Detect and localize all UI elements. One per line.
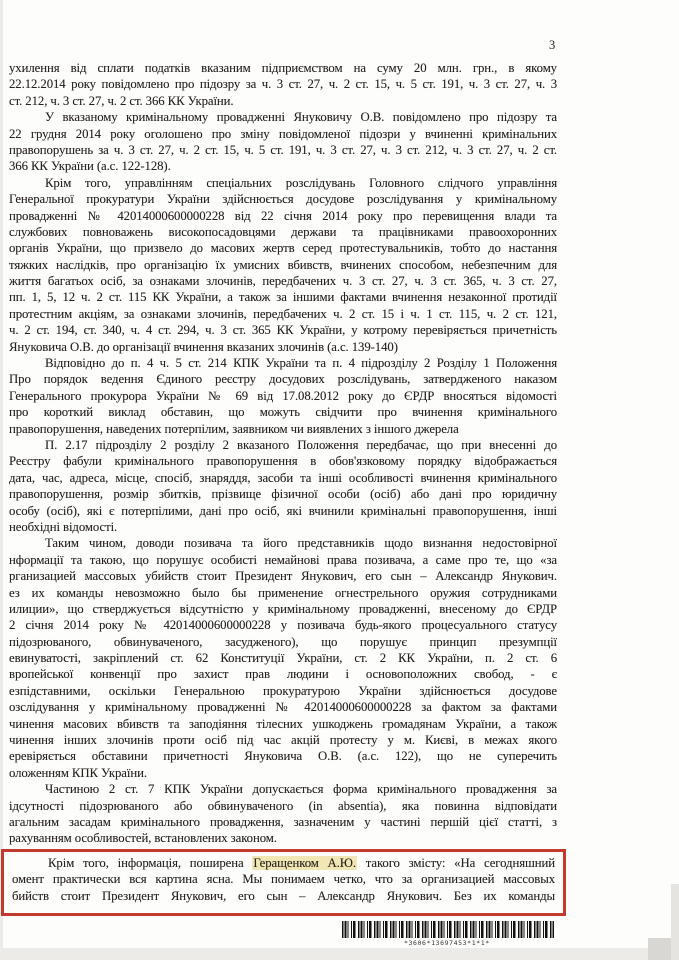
text-line: омент практически вся картина ясна. Мы понимаем четко, что за организацией массовых [12, 872, 555, 887]
text-line: Відповідно до п. 4 ч. 5 ст. 214 КПК України та п. 4 підрозділу 2 Розділу 1 Положення [45, 356, 557, 371]
text-line: агальним засадам кримінального провадження, зазначеним у частині першій цієї статті, з [9, 814, 557, 829]
page-number: 3 [549, 38, 556, 52]
text-line: нформації та такою, що порушує особисті немайнові права позивача, а саме про те, що «за [9, 552, 557, 567]
text-line: Крім того, інформація, поширена Геращенком А.Ю. такого змісту: «На сегодняшний [48, 855, 555, 870]
text-line: Таким чином, доводи позивача та його представників щодо визнання недостовірної [45, 536, 557, 551]
barcode-bars-icon [342, 921, 554, 938]
text-line: оложенням КПК України. [9, 765, 147, 780]
text-line: 366 КК України (а.с. 122-128). [9, 159, 171, 174]
text-line: протестним акціям, за ознаками злочинів, передбачених ч. 2 ст. 15 і ч. 1 ст. 115, ч. 2 ст. 121, [9, 306, 557, 321]
text-line: правопорушень за ч. 3 ст. 27, ч. 2 ст. 15, ч. 5 ст. 191, ч. 3 ст. 27, ч. 3 ст. 212, ч. 3 ст. 27, ч. 2 ст. [9, 142, 557, 157]
text-line: 2 січня 2014 року № 42014000600000228 у позивача будь-якого процесуального статусу [9, 618, 557, 633]
text-line: Януковича О.В. до організації вчинення вказаних злочинів (а.с. 139-140) [9, 339, 398, 354]
paragraph [9, 781, 557, 847]
text-line: Частиною 2 ст. 7 КПК України допускається форма кримінального провадження за [45, 782, 557, 797]
paragraph [9, 109, 557, 175]
text-line: органів України, що призвело до масових жертв серед протестувальників, тобто до настання [9, 241, 557, 256]
text-line: життя багатьох осіб, за ознаками злочинів, передбачених ч. 3 ст. 27, ч. 3 ст. 365, ч. 3 ст. 27, [9, 274, 557, 289]
text-line: П. 2.17 підрозділу 2 розділу 2 вказаного Положення передбачає, що при внесенні до [45, 437, 557, 452]
text-line: необхідні відомості. [9, 519, 118, 534]
text-line: рахуванням особливостей, встановлених законом. [9, 831, 277, 846]
text-line: правопорушення, розмір збитків, прізвище фізичної особи (осіб) або дані про юридичну [9, 487, 557, 502]
text-line: підозрюваного, обвинуваченого, засудженого), що порушує принцип презумпції [9, 634, 557, 649]
text-line: 22.12.2014 року повідомлено про підозру за ч. 3 ст. 27, ч. 2 ст. 15, ч. 5 ст. 191, ч. 3 ст. 27, ч. 3 [9, 77, 557, 92]
text-line: ез их команды невозможно было бы применение огнестрельного оружия сотрудниками [9, 585, 557, 600]
text-line: про короткий виклад обставин, що можуть свідчити про вчинення кримінального [9, 405, 557, 420]
paragraph [9, 437, 557, 535]
text-line: ідсутності підозрюваного або обвинуваченого (in absentia), яка повинна відповідати [9, 798, 557, 813]
text-line: дата, час, адреса, місце, спосіб, знаряддя, засоби та інші особливості вчинення кримінального [9, 470, 557, 485]
text-line: пп. 1, 5, 12 ч. 2 ст. 115 КК України, а також за іншими фактами вчинення незаконної протидії [9, 290, 557, 305]
paragraph [9, 355, 557, 437]
text-line: чинення інших злочинів проти осіб під час акцій протесту у м. Києві, в межах якого [9, 733, 557, 748]
red-annotation-box-paragraph [1, 849, 566, 916]
text-line: ст. 212, ч. 3 ст. 27, ч. 2 ст. 366 КК України. [9, 93, 234, 108]
text-line: 22 грудня 2014 року оголошено про зміну повідомленої підозри у вчиненні кримінальних [9, 126, 557, 141]
text-line: озслідування у кримінальному провадженні № 42014000600000228 за фактом за фактами [9, 700, 557, 715]
text-line: евинуватості, закріплений ст. 62 Конституції України, ст. 2 КК України, п. 2 ст. 6 [9, 651, 557, 666]
paragraph [9, 60, 557, 109]
paragraph [9, 175, 557, 355]
yellow-highlighted-name: Геращенком А.Ю. [253, 855, 356, 870]
text-line: езпідставними, оскільки Генеральною прокуратурою України здійснюється досудове [9, 683, 557, 698]
text-line: Реєстру фабули кримінального правопорушення в обов'язковому порядку відображається [9, 454, 557, 469]
text-line: провадженні № 42014000600000228 від 22 січня 2014 року про перевищення влади та [9, 208, 557, 223]
text-line: Генеральної прокуратури України здійснюється досудове розслідування у кримінальному [9, 192, 557, 207]
text-line: еревіряється обставини причетності Януковича О.В. (а.с. 122), що не суперечить [9, 749, 557, 764]
scan-edge-left [0, 0, 3, 960]
text-line: бийств стоит Президент Янукович, его сын – Александр Янукович. Без их команды [12, 888, 555, 903]
text-line: ч. 2 ст. 194, ст. 340, ч. 4 ст. 294, ч. 3 ст. 365 КК України, у котрому перевіряється причетність [9, 323, 557, 338]
scan-edge-right [671, 884, 679, 960]
text-line: ухилення від сплати податків вказаним підприємством на суму 20 млн. грн., в якому [9, 61, 557, 75]
text-line: Генерального прокурора України № 69 від 17.08.2012 року до ЄРДР вносяться відомості [9, 388, 557, 403]
barcode-text: *3606*13697453*1*1* [404, 939, 490, 947]
scan-edge-bottom [0, 948, 679, 960]
barcode [342, 921, 554, 947]
text-line: У вказаному кримінальному провадженні Януковичу О.В. повідомлено про підозру та [45, 110, 557, 125]
text-line: вропейської конвенції про захист прав людини і основоположних свобод, - є [9, 667, 557, 682]
text-line: илиции», що стверджується відсутністю у кримінальному провадженні, внесеному до ЄРДР [9, 601, 557, 616]
text-block [9, 60, 557, 916]
paragraph [9, 535, 557, 781]
text-line: рганизацией массовых убийств стоит Президент Янукович, его сын – Александр Янукович. [9, 569, 557, 584]
text-line: правопорушення, наведених потерпілим, заявником чи виявлених з іншого джерела [9, 421, 459, 436]
text-line: Крім того, управлінням спеціальних розслідувань Головного слідчого управління [45, 175, 557, 190]
text-line: тяжких наслідків, про організацію їх умисних вбивств, вчинених способом, небезпечним для [9, 257, 557, 272]
text-line: Про порядок ведення Єдиного реєстру досудових розслідувань, затвердженого наказом [9, 372, 557, 387]
text-line: службових повноважень високопосадовцями держави та працівниками правоохоронних [9, 224, 557, 239]
text-line: особу (осіб), які є потерпілими, дані про осіб, які вчинили кримінальні правопорушення, інші [9, 503, 557, 518]
text-line: чинення масових вбивств та заподіяння тілесних ушкоджень громадянам України, а також [9, 716, 557, 731]
